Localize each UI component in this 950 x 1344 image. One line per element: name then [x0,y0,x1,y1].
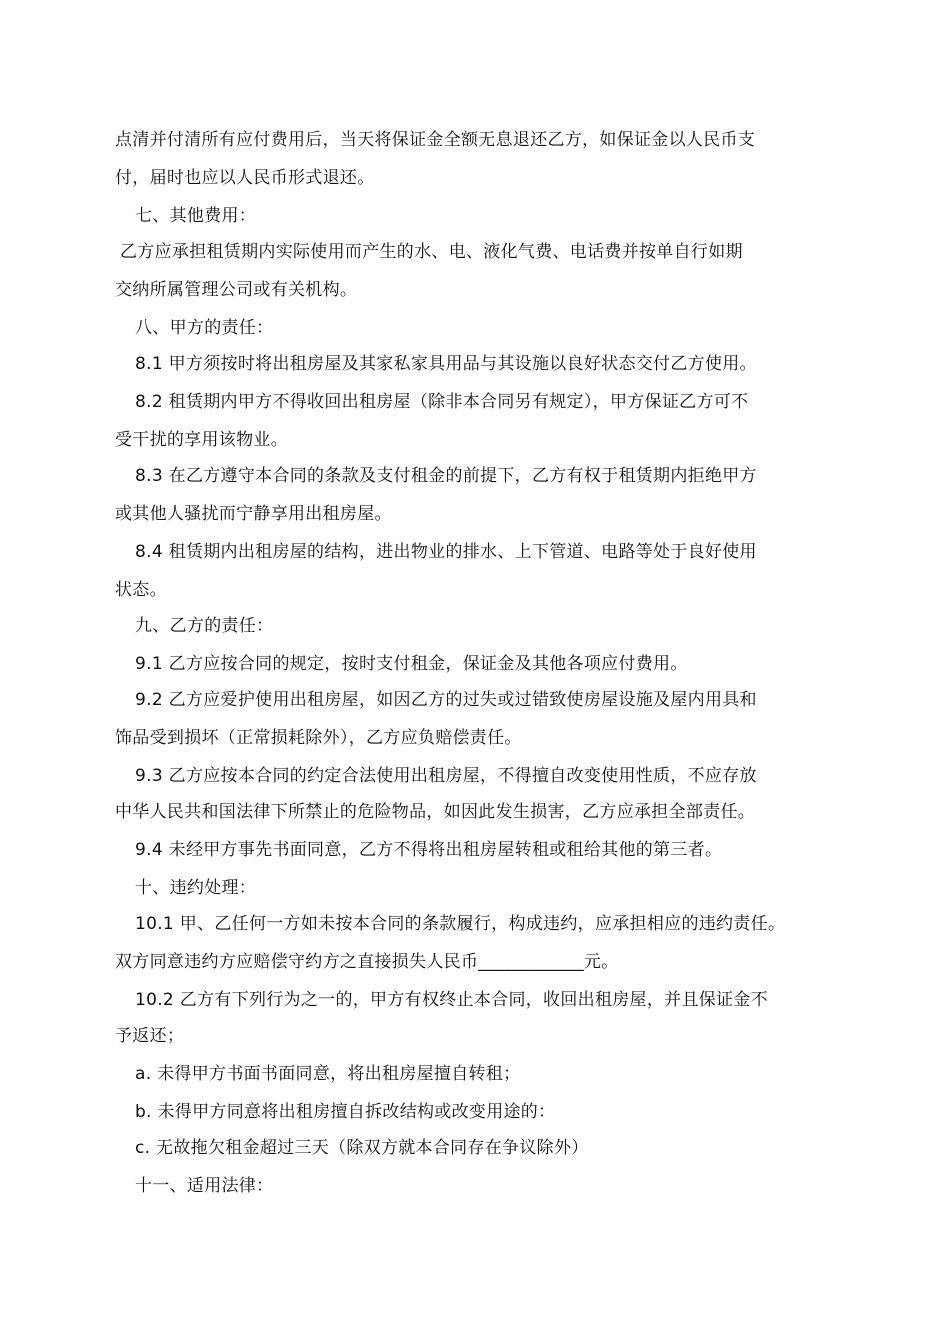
clause-line: 10.1 甲、乙任何一方如未按本合同的条款履行，构成违约，应承担相应的违约责任。 [135,914,786,934]
clause-line: 8.1 甲方须按时将出租房屋及其家私家具用品与其设施以良好状态交付乙方使用。 [135,354,757,374]
text-line: 乙方应承担租赁期内实际使用而产生的水、电、液化气费、电话费并按单自行如期 [120,242,743,262]
clause-line: 8.3 在乙方遵守本合同的条款及支付租金的前提下，乙方有权于租赁期内拒绝甲方 [135,466,757,486]
clause-line: 8.2 租赁期内甲方不得收回出租房屋（除非本合同另有规定），甲方保证乙方可不 [135,392,749,412]
clause-line: 9.1 乙方应按合同的规定，按时支付租金，保证金及其他各项应付费用。 [135,654,688,674]
text-line: 饰品受到损坏（正常损耗除外），乙方应负赔偿责任。 [115,728,522,748]
text-line: 付，届时也应以人民币形式退还。 [115,168,375,188]
list-item: b. 未得甲方同意将出租房擅自拆改结构或改变用途的： [135,1102,556,1122]
clause-line: 8.4 租赁期内出租房屋的结构，进出物业的排水、上下管道、电路等处于良好使用 [135,542,757,562]
text-line: 交纳所属管理公司或有关机构。 [115,280,358,300]
clause-line: 9.4 未经甲方事先书面同意，乙方不得将出租房屋转租或租给其他的第三者。 [135,840,723,860]
list-item: c. 无故拖欠租金超过三天（除双方就本合同存在争议除外） [135,1138,589,1158]
text-line: 点清并付清所有应付费用后，当天将保证金全额无息退还乙方，如保证金以人民币支 [115,130,756,150]
text-line: 中华人民共和国法律下所禁止的危险物品，如因此发生损害，乙方应承担全部责任。 [115,802,756,822]
section-heading: 八、甲方的责任： [135,318,274,338]
section-heading: 九、乙方的责任： [135,616,274,636]
text-line: 予返还； [115,1026,185,1046]
clause-line: 9.2 乙方应爱护使用出租房屋，如因乙方的过失或过错致使房屋设施及屋内用具和 [135,690,757,710]
text-line: 受干扰的享用该物业。 [115,430,288,450]
section-heading: 十一、适用法律： [135,1176,274,1196]
list-item: a. 未得甲方书面书面同意，将出租房屋擅自转租； [135,1064,521,1084]
clause-line: 9.3 乙方应按本合同的约定合法使用出租房屋，不得擅自改变使用性质，不应存放 [135,766,757,786]
section-heading: 七、其他费用： [135,206,257,226]
text-line: 状态。 [115,580,167,600]
section-heading: 十、违约处理： [135,878,257,898]
text-line: 或其他人骚扰而宁静享用出租房屋。 [115,504,392,524]
text-line: 双方同意违约方应赔偿守约方之直接损失人民币____________元。 [115,952,619,972]
clause-line: 10.2 乙方有下列行为之一的，甲方有权终止本合同，收回出租房屋，并且保证金不 [135,990,768,1010]
